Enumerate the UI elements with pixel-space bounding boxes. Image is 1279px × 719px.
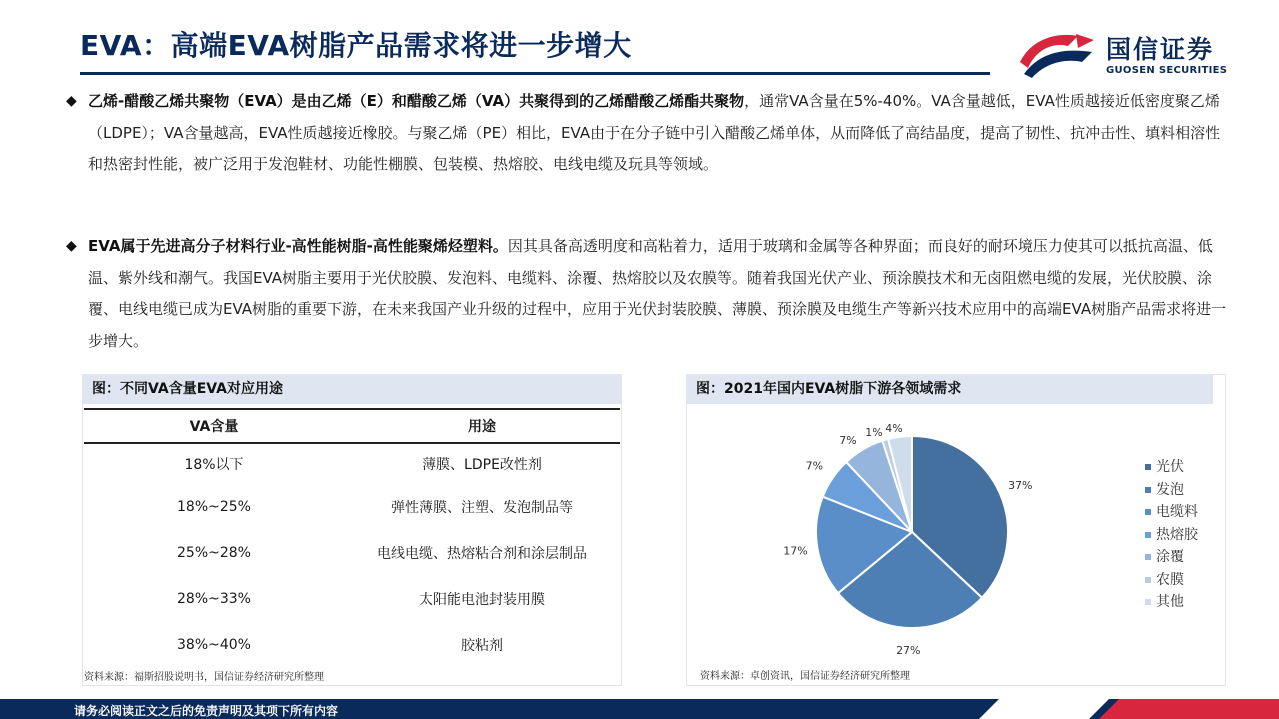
pie-data-label-1: 37% <box>1008 479 1033 493</box>
table-cell-va: 18%以下 <box>184 457 244 473</box>
company-logo <box>1018 28 1268 80</box>
table-row <box>84 622 620 668</box>
bullet-1-bold: 乙烯-醋酸乙烯共聚物（EVA）是由乙烯（E）和醋酸乙烯（VA）共聚得到的乙烯醋酸乙烯酯共聚物 <box>88 92 745 110</box>
legend-item-2 <box>1145 479 1198 502</box>
logo-mark-icon <box>1018 28 1096 80</box>
left-panel-source: 资料来源：福斯招股说明书，国信证券经济研究所整理 <box>84 672 324 683</box>
table-cell-va: 28%~33% <box>177 591 251 607</box>
legend-swatch <box>1145 577 1151 583</box>
legend-label: 热熔胶 <box>1156 526 1198 543</box>
legend-item-7 <box>1145 591 1198 614</box>
disclaimer-text: 请务必阅读正文之后的免责声明及其项下所有内容 <box>74 704 339 718</box>
table-cell-usage: 弹性薄膜、注塑、发泡制品等 <box>391 500 573 516</box>
pie-data-label-4: 7% <box>805 459 824 473</box>
table-cell-va: 38%~40% <box>177 637 251 653</box>
legend-item-5 <box>1145 546 1198 569</box>
legend-label: 其他 <box>1156 594 1184 610</box>
table-header-row <box>84 409 620 443</box>
legend-swatch <box>1145 464 1151 470</box>
left-panel-title: 图：不同VA含量EVA对应用途 <box>82 374 622 404</box>
logo-text-cn: 国信证券 <box>1106 35 1215 64</box>
table-cell-usage: 胶粘剂 <box>461 638 503 654</box>
legend-swatch <box>1145 599 1151 605</box>
legend-label: 光伏 <box>1156 459 1184 475</box>
chart-legend <box>1145 456 1198 614</box>
legend-swatch <box>1145 487 1151 493</box>
logo-text-en: GUOSEN SECURITIES <box>1106 65 1228 76</box>
page-title: EVA：高端EVA树脂产品需求将进一步增大 <box>80 29 632 62</box>
legend-item-4 <box>1145 524 1198 547</box>
footer-stripe-icon <box>959 699 1279 719</box>
right-panel-title: 图：2021年国内EVA树脂下游各领域需求 <box>686 374 1213 404</box>
legend-item-1 <box>1145 456 1198 479</box>
diamond-bullet-icon: ◆ <box>66 93 77 109</box>
pie-data-label-3: 17% <box>783 544 808 558</box>
pie-data-label-5: 7% <box>839 434 857 447</box>
table-cell-va: 18%~25% <box>177 499 251 515</box>
table-row <box>84 576 620 622</box>
bullet-1-text: ，通常VA含量在5%-40%。VA含量越低，EVA性质越接近低密度聚乙烯（LDPE）；VA含量越高，EVA性质越接近橡胶。与聚乙烯（PE）相比，EVA由于在分子链中引入醋酸乙烯单体，从而降低了高结晶度，提高了韧性、抗冲击性、填料相溶性和热密封性能，被广泛用于发泡鞋材、功能性棚膜、包装模、热熔胶、电线电缆及玩具等领域。 <box>88 92 1221 173</box>
bullet-2-bold: EVA属于先进高分子材料行业-高性能树脂-高性能聚烯烃塑料。 <box>88 237 508 255</box>
legend-label: 农膜 <box>1156 571 1184 588</box>
column-header-usage: 用途 <box>344 409 620 443</box>
legend-label: 涂覆 <box>1156 549 1184 565</box>
pie-data-label-2: 27% <box>896 643 921 657</box>
legend-item-3 <box>1145 501 1198 524</box>
bullet-paragraph-1 <box>66 86 1231 181</box>
legend-label: 电缆料 <box>1156 504 1198 520</box>
table-row <box>84 484 620 530</box>
va-usage-table <box>84 408 620 668</box>
right-panel-source: 资料来源：卓创资讯，国信证券经济研究所整理 <box>700 671 910 682</box>
bullet-paragraph-2 <box>66 231 1231 357</box>
legend-swatch <box>1145 554 1151 560</box>
table-row <box>84 530 620 576</box>
diamond-bullet-icon: ◆ <box>66 238 77 254</box>
pie-data-label-6: 1% <box>865 426 883 439</box>
pie-chart <box>688 404 1224 664</box>
legend-label: 发泡 <box>1156 481 1184 498</box>
table-cell-va: 25%~28% <box>177 545 251 561</box>
table-cell-usage: 薄膜、LDPE改性剂 <box>422 457 542 473</box>
column-header-va: VA含量 <box>84 409 344 443</box>
bullet-2-text: 因其具备高透明度和高粘着力，适用于玻璃和金属等各种界面；而良好的耐环境压力使其可以抵抗高温、低温、紫外线和潮气。我国EVA树脂主要用于光伏胶膜、发泡料、电缆料、涂覆、热熔胶以及农膜等。随着我国光伏产业、预涂膜技术和无卤阻燃电缆的发展，光伏胶膜、涂覆、电线电缆已成为EVA树脂的重要下游，在未来我国产业升级的过程中，应用于光伏封装胶膜、薄膜、预涂膜及电缆生产等新兴技术应用中的高端EVA树脂产品需求将进一步增大。 <box>88 237 1227 350</box>
footer-bar <box>0 699 1279 719</box>
table-cell-usage: 电线电缆、热熔粘合剂和涂层制品 <box>377 546 587 562</box>
legend-swatch <box>1145 532 1151 538</box>
pie-data-label-7: 4% <box>885 422 903 435</box>
legend-swatch <box>1145 509 1151 515</box>
legend-item-6 <box>1145 569 1198 592</box>
title-rule <box>80 72 990 75</box>
table-cell-usage: 太阳能电池封装用膜 <box>419 592 545 608</box>
table-row <box>84 443 620 484</box>
